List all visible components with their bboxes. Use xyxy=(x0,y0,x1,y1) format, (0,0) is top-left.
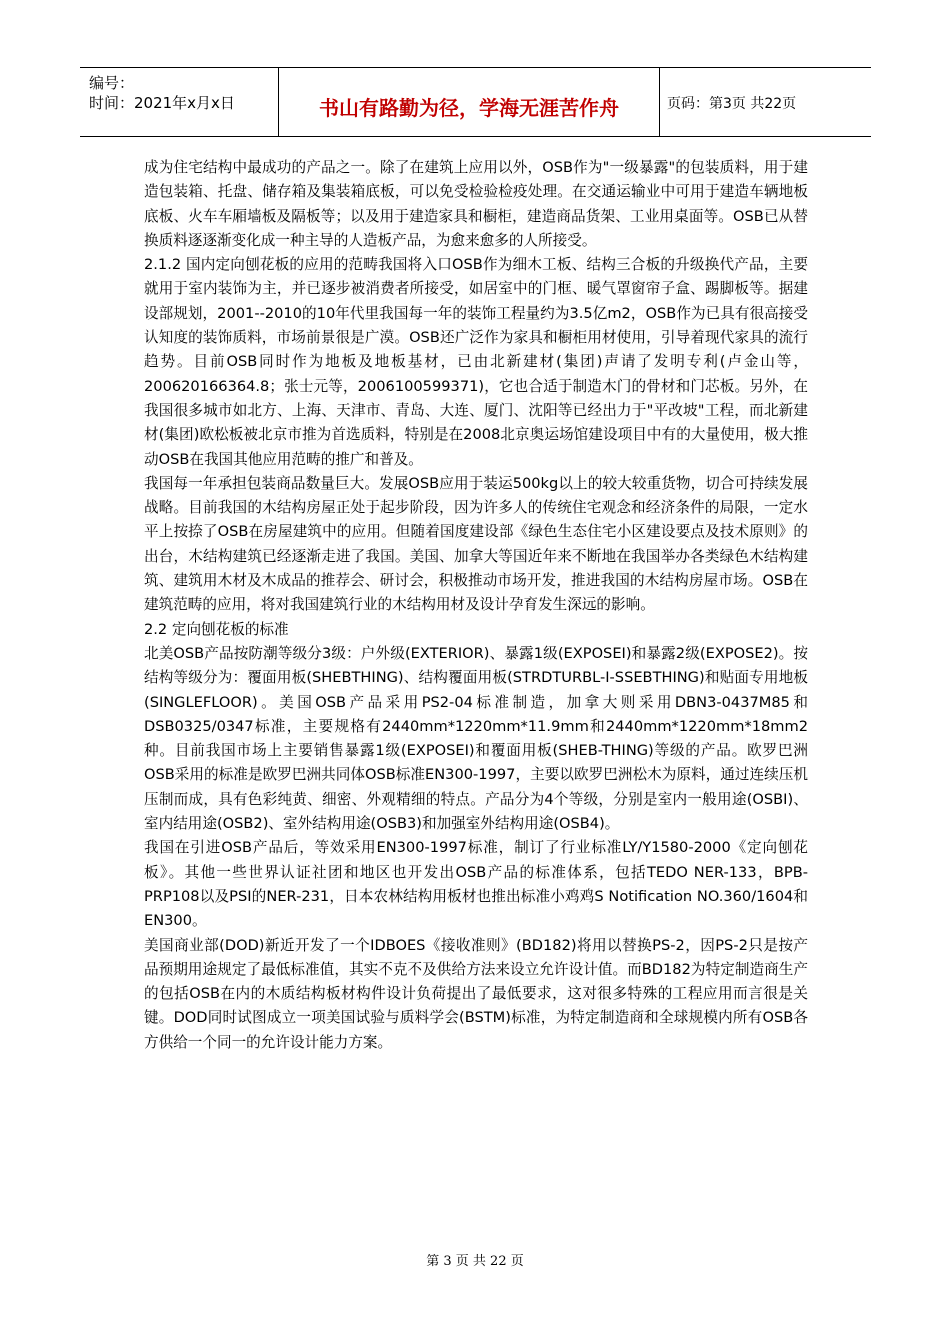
paragraph: 美国商业部(DOD)新近开发了一个IDBOES《接收准则》(BD182)将用以替换PS-2，因PS-2只是按产品预期用途规定了最低标准值，其实不克不及供给方法来设立允许设计值。而BD182为特定制造商生产的包括OSB在内的木质结构板材构件设计负荷提出了最低要求，这对很多特殊的工程应用而言很是关键。DOD同时试图成立一项美国试验与质料学会(BSTM)标准，为特定制造商和全球规模内所有OSB各方供给一个同一的允许设计能力方案。 xyxy=(144,936,808,1051)
number-label: 编号： xyxy=(89,74,135,92)
page-footer: 第 3 页 共 22 页 xyxy=(426,1254,524,1269)
paragraph: 我国每一年承担包装商品数量巨大。发展OSB应用于装运500kg以上的较大较重货物，切合可持续发展战略。目前我国的木结构房屋正处于起步阶段，因为许多人的传统住宅观念和经济条件的局限，一定水平上按捺了OSB在房屋建筑中的应用。但随着国度建设部《绿色生态住宅小区建设要点及技术原则》的出台，木结构建筑已经逐渐走进了我国。美国、加拿大等国近年来不断地在我国举办各类绿色木结构建筑、建筑用木材及木成品的推荐会、研讨会，积极推动市场开发，推进我国的木结构房屋市场。OSB在建筑范畴的应用，将对我国建筑行业的木结构用材及设计孕育发生深远的影响。 xyxy=(144,474,808,614)
section-paragraph: 2.1.2 国内定向刨花板的应用的范畴我国将入口OSB作为细木工板、结构三合板的升级换代产品，主要就用于室内装饰为主，并已逐步被消费者所接受，如居室中的门框、暖气罩窗帘子盒、踢脚板等。据建设部规划，2001--2010的10年代里我国每一年的装饰工程量约为3.5亿m2，OSB作为已具有很高接受认知度的装饰质料，市场前景很是广漠。OSB还广泛作为家具和橱柜用材使用，引导着现代家具的流行趋势。目前OSB同时作为地板及地板基材，已由北新建材(集团)声请了发明专利(卢金山等，200620166364.8；张士元等，2006100599371)，它也合适于制造木门的骨材和门芯板。另外，在我国很多城市如北方、上海、天津市、青岛、大连、厦门、沈阳等已经出力于"平改坡"工程，而北新建材(集团)欧松板被北京市推为首选质料，特别是在2008北京奥运场馆建设项目中有的大量使用，极大推动OSB在我国其他应用范畴的推广和普及。 xyxy=(144,256,808,468)
paragraph: 我国在引进OSB产品后，等效采用EN300-1997标准，制订了行业标准LY/Y1580-2000《定向刨花板》。其他一些世界认证社团和地区也开发出OSB产品的标准体系，包括TEDO NER-133，BPB-PRP108以及PSI的NER-231，日本农林结构用板材也推出标准小鸡鸡S Notification NO.360/1604和EN300。 xyxy=(144,839,808,930)
document-body xyxy=(144,156,808,1055)
paragraph: 北美OSB产品按防潮等级分3级：户外级(EXTERIOR)、暴露1级(EXPOSEI)和暴露2级(EXPOSE2)。按结构等级分为：覆面用板(SHEBTHING)、结构覆面用板(STRDTURBL-I-SSEBTHING)和贴面专用地板(SINGLEFLOOR)。美国OSB产品采用PS2-04标准制造，加拿大则采用DBN3-0437M85和DSB0325/0347标准，主要规格有2440mm*1220mm*11.9mm和2440mm*1220mm*18mm2种。目前我国市场上主要销售暴露1级(EXPOSEI)和覆面用板(SHEB-THING)等级的产品。欧罗巴洲OSB采用的标准是欧罗巴洲共同体OSB标准EN300-1997，主要以欧罗巴洲松木为原料，通过连续压机压制而成，具有色彩纯黄、细密、外观精细的特点。产品分为4个等级，分别是室内一般用途(OSBI)、室内结用途(OSB2)、室外结构用途(OSB3)和加强室外结构用途(OSB4)。 xyxy=(144,644,808,833)
time-label: 时间：2021年x月x日 xyxy=(89,94,235,112)
paragraph: 成为住宅结构中最成功的产品之一。除了在建筑上应用以外，OSB作为"一级暴露"的包装质料，用于建造包装箱、托盘、储存箱及集装箱底板，可以免受检验检疫处理。在交通运输业中可用于建造车辆地板底板、火车车厢墙板及隔板等；以及用于建造家具和橱柜，建造商品货架、工业用桌面等。OSB已从替换质料逐逐渐变化成一种主导的人造板产品，为愈来愈多的人所接受。 xyxy=(144,159,808,249)
header-page-cell xyxy=(661,68,871,136)
motto: 书山有路勤为径，学海无涯苦作舟 xyxy=(319,96,619,120)
header-motto-cell xyxy=(279,68,660,136)
section-heading: 2.2 定向刨花板的标准 xyxy=(144,620,289,638)
page-number-label: 页码：第3页 共22页 xyxy=(667,96,797,112)
page-header xyxy=(80,67,871,137)
header-meta-cell xyxy=(80,68,279,136)
